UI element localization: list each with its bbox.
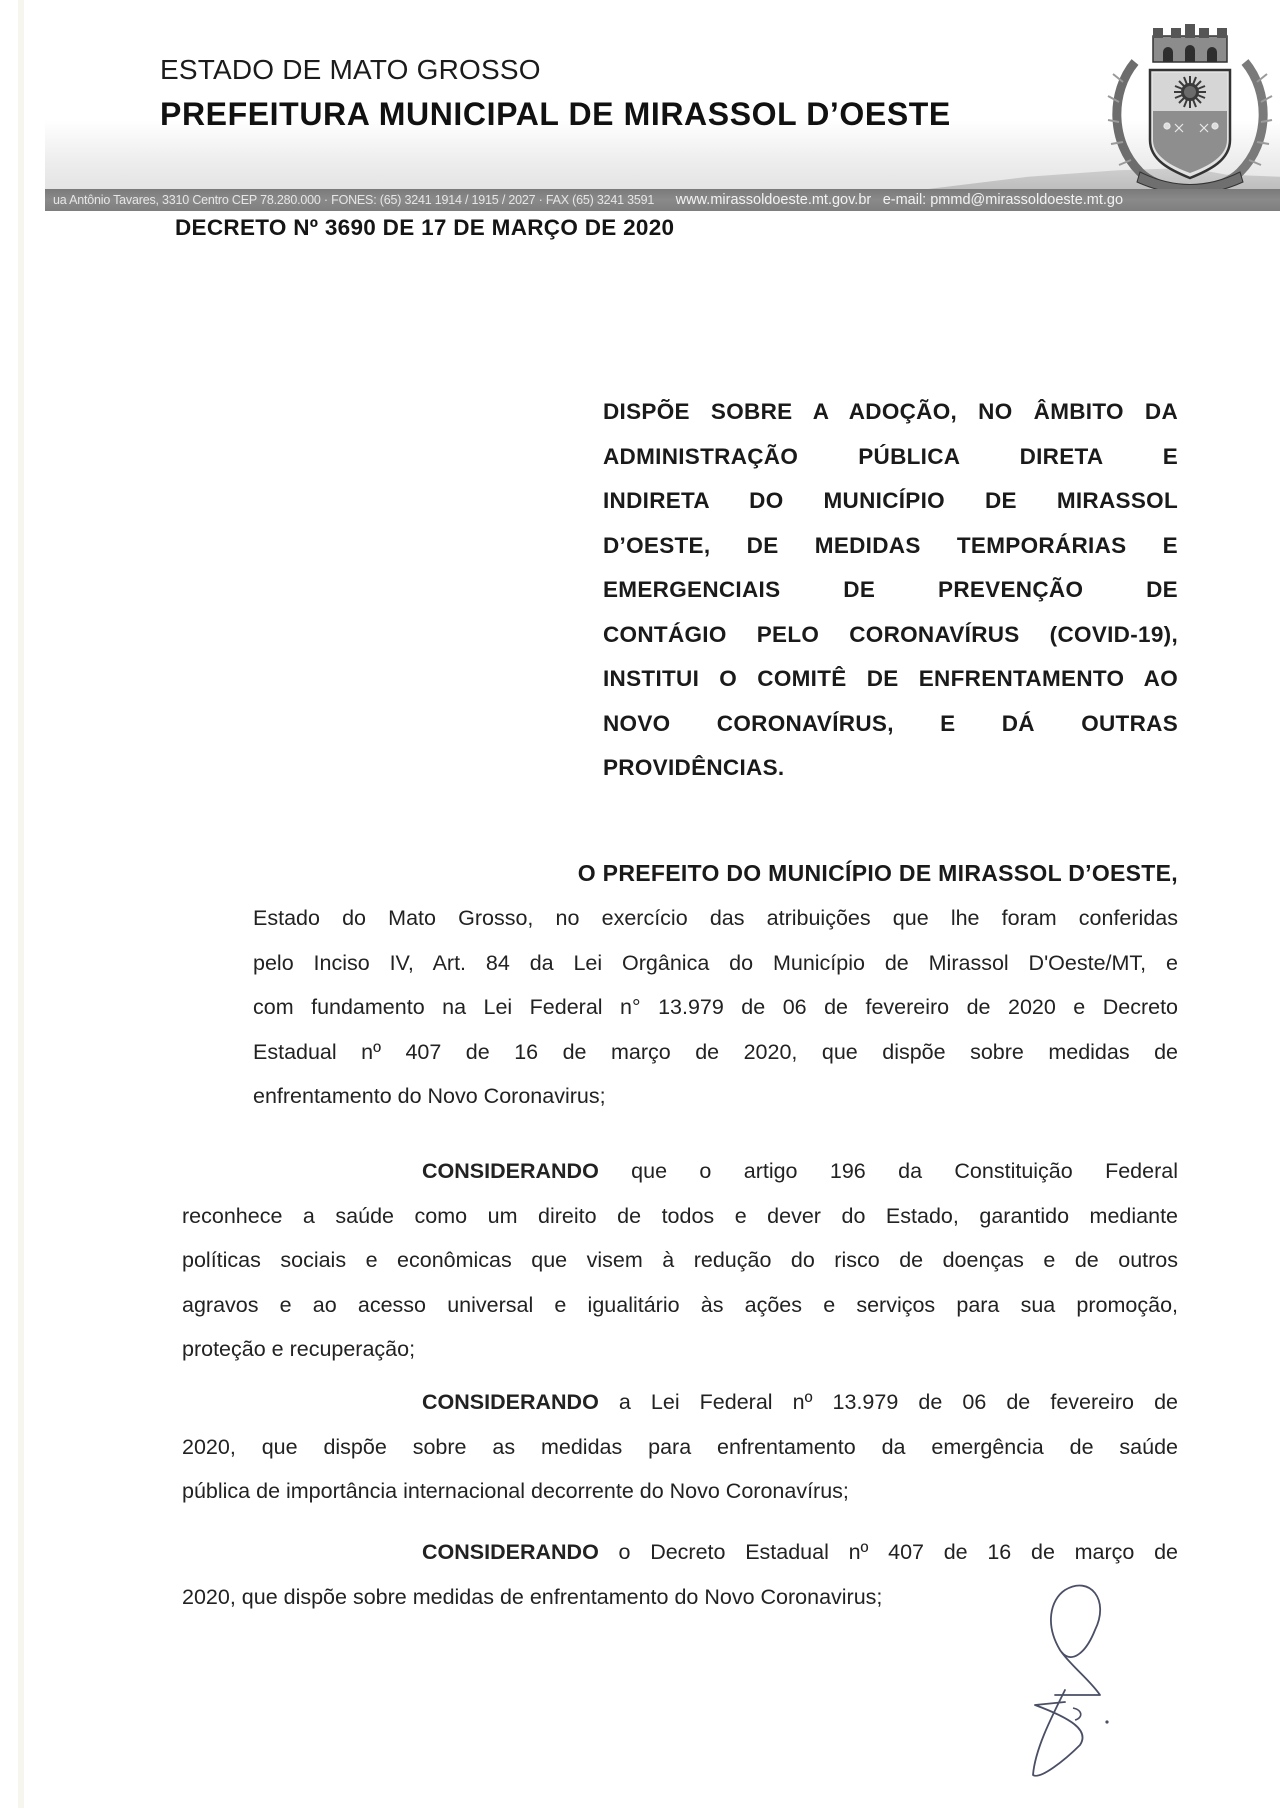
paragraph-line: com fundamento na Lei Federal n° 13.979 de 06 de fevereiro de 2020 e Decreto: [253, 995, 1178, 1019]
ementa-line: NOVO CORONAVÍRUS, E DÁ OUTRAS: [603, 710, 1178, 736]
signature-initials-icon: [995, 1570, 1125, 1790]
ementa-line: EMERGENCIAIS DE PREVENÇÃO DE: [603, 577, 1178, 602]
paragraph-line: políticas sociais e econômicas que visem à redução do risco de doenças e de outros: [182, 1248, 1178, 1272]
ementa-line: INSTITUI O COMITÊ DE ENFRENTAMENTO AO: [603, 666, 1178, 691]
considerando-keyword: CONSIDERANDO: [422, 1159, 599, 1183]
paragraph-line: 2020, que dispõe sobre medidas de enfrentamento do Novo Coronavirus;: [182, 1584, 883, 1609]
decree-ementa: [603, 390, 1178, 791]
website-link[interactable]: www.mirassoldoeste.mt.gov.br: [675, 192, 872, 208]
paragraph-line: Estado do Mato Grosso, no exercício das atribuições que lhe foram conferidas: [253, 906, 1178, 930]
considerando-paragraph: [182, 1149, 1178, 1372]
coat-of-arms-icon: [1105, 22, 1275, 202]
paragraph-line: enfrentamento do Novo Coronavirus;: [253, 1084, 606, 1108]
ementa-line: D’OESTE, DE MEDIDAS TEMPORÁRIAS E: [603, 532, 1178, 558]
page-edge: [18, 0, 24, 1808]
state-name: ESTADO DE MATO GROSSO: [160, 54, 541, 85]
prefeitura-name: PREFEITURA MUNICIPAL DE MIRASSOL D’OESTE: [160, 96, 951, 132]
paragraph-line: pública de importância internacional decorrente do Novo Coronavírus;: [182, 1479, 849, 1503]
paragraph-text: a Lei Federal nº 13.979 de 06 de fevereiro de: [598, 1390, 1178, 1414]
contact-bar: [45, 189, 1280, 211]
considerando-keyword: CONSIDERANDO: [422, 1540, 599, 1564]
paragraph-line: 2020, que dispõe sobre as medidas para enfrentamento da emergência de saúde: [182, 1434, 1178, 1459]
paragraph-first-line: [182, 1530, 1178, 1575]
ementa-line: PROVIDÊNCIAS.: [603, 755, 785, 780]
paragraph-line: pelo Inciso IV, Art. 84 da Lei Orgânica do Município de Mirassol D'Oeste/MT, e: [253, 950, 1178, 975]
preamble-paragraph: [253, 896, 1178, 1119]
ementa-line: ADMINISTRAÇÃO PÚBLICA DIRETA E: [603, 443, 1178, 469]
address-text: ua Antônio Tavares, 3310 Centro CEP 78.280.000 · FONES: (65) 3241 1914 / 1915 / 2027 · FAX (65) 3241 3591: [53, 193, 655, 207]
paragraph-text: que o artigo 196 da Constituição Federal: [598, 1159, 1178, 1183]
ementa-line: CONTÁGIO PELO CORONAVÍRUS (COVID-19),: [603, 621, 1178, 647]
ementa-line: INDIRETA DO MUNICÍPIO DE MIRASSOL: [603, 488, 1178, 513]
email-link[interactable]: e-mail: pmmd@mirassoldoeste.mt.go: [882, 192, 1124, 208]
considerando-keyword: CONSIDERANDO: [422, 1390, 599, 1414]
decree-title: DECRETO Nº 3690 DE 17 DE MARÇO DE 2020: [175, 215, 675, 240]
paragraph-line: Estadual nº 407 de 16 de março de 2020, que dispõe sobre medidas de: [253, 1039, 1178, 1064]
paragraph-line: proteção e recuperação;: [182, 1337, 416, 1361]
paragraph-text: o Decreto Estadual nº 407 de 16 de março de: [598, 1540, 1178, 1564]
paragraph-line: agravos e ao acesso universal e igualitário às ações e serviços para sua promoção,: [182, 1292, 1178, 1317]
ementa-line: DISPÕE SOBRE A ADOÇÃO, NO ÂMBITO DA: [603, 399, 1178, 424]
paragraph-first-line: [182, 1149, 1178, 1194]
paragraph-first-line: [182, 1380, 1178, 1425]
paragraph-line: reconhece a saúde como um direito de todos e dever do Estado, garantido mediante: [182, 1203, 1178, 1228]
considerando-paragraph: [182, 1380, 1178, 1514]
preamble-heading: O PREFEITO DO MUNICÍPIO DE MIRASSOL D’OESTE,: [577, 860, 1178, 886]
